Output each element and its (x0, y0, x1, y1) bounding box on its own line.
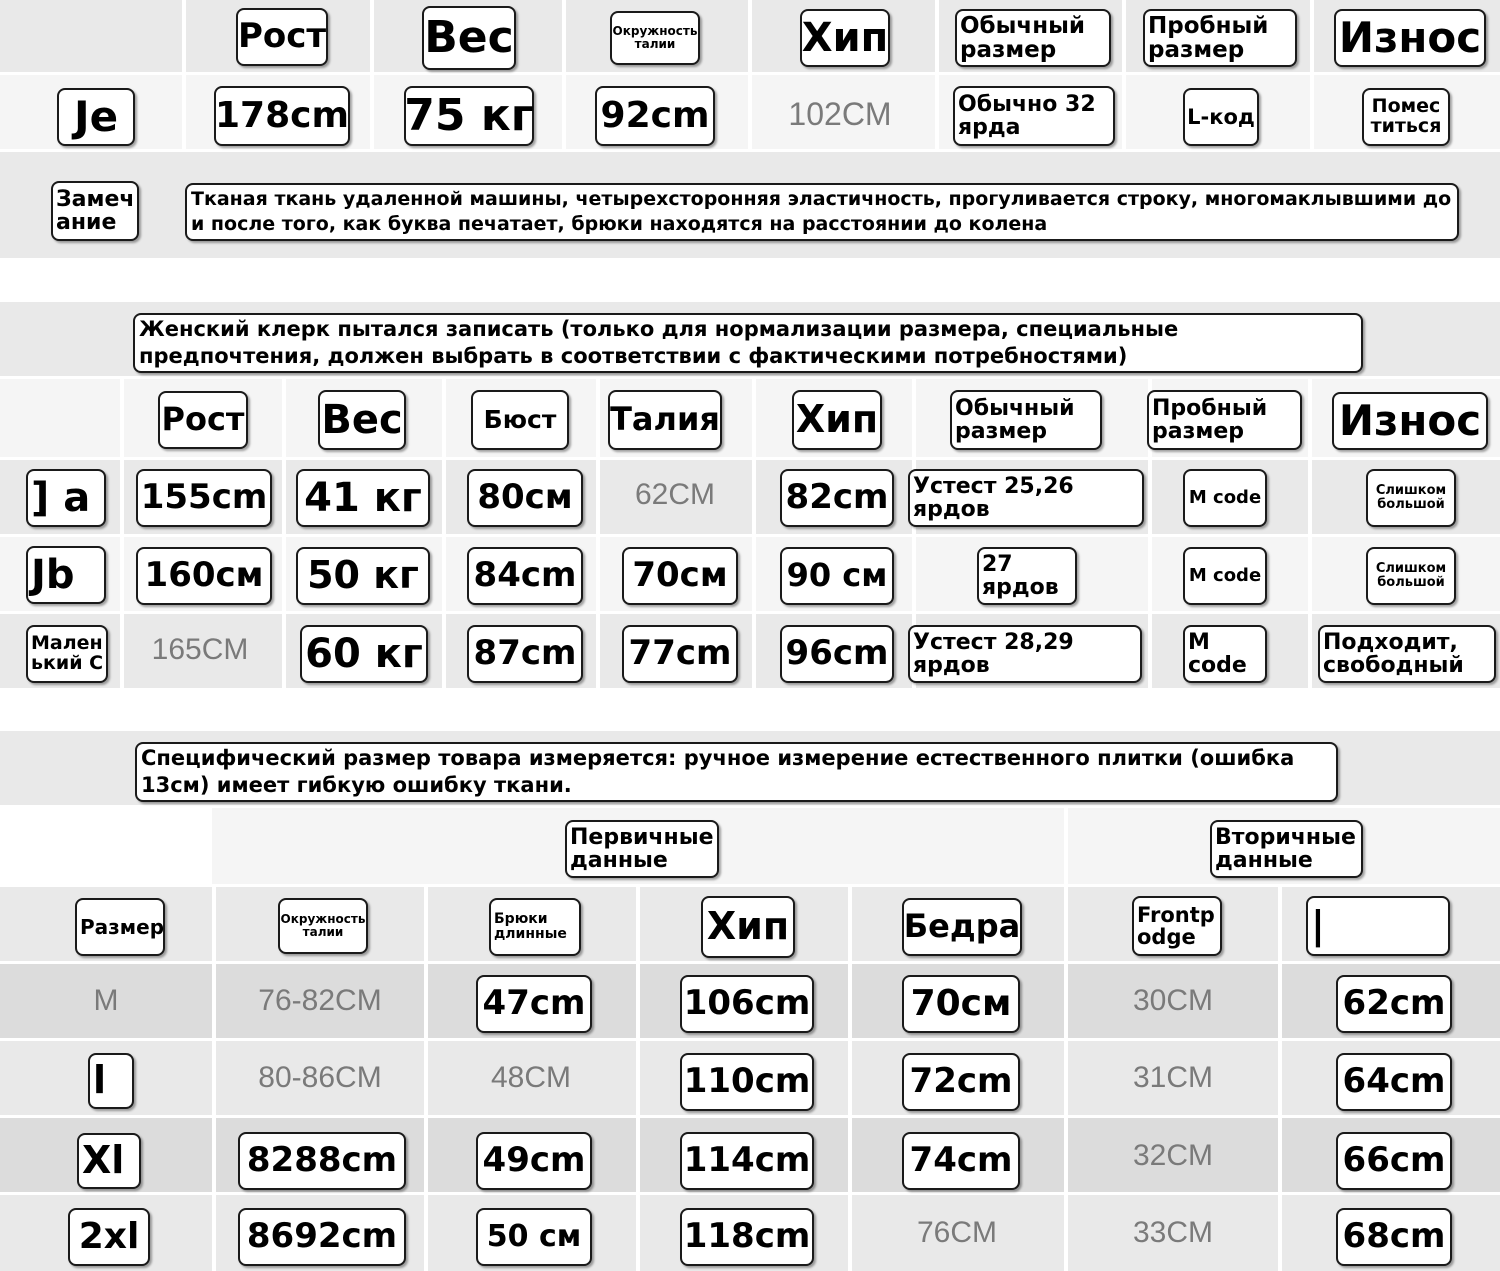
s2-row1-waist: 62CM (634, 478, 716, 511)
s2-header-waist: Талия (608, 390, 722, 450)
s3-header-frontpodge: Frontp odge (1132, 896, 1222, 956)
s3-row1-size: M (93, 984, 119, 1017)
s2-row1-wear: Слишком большой (1366, 469, 1456, 527)
s3-header-size: Размер (75, 898, 165, 956)
s2-header-bust: Бюст (471, 390, 569, 450)
s1-header-weight: Вес (422, 6, 516, 70)
s2-row3-wear: Подходит, свободный (1318, 625, 1496, 683)
s1-header-waist: Окружность талии (610, 11, 700, 65)
s2-row2-usual-size: 27 ярдов (977, 547, 1077, 605)
s2-row3-trial-size: M code (1183, 625, 1267, 683)
s1-header-trial-size: Пробный размер (1143, 9, 1297, 67)
s3-group-secondary: Вторичные данные (1210, 820, 1363, 878)
s3-row1-thigh: 70см (902, 975, 1020, 1033)
s3-row4-last: 68cm (1336, 1208, 1452, 1266)
s3-row2-thigh: 72cm (902, 1053, 1020, 1111)
s2-row3-weight: 60 кг (300, 625, 428, 683)
s1-row-height: 178cm (214, 86, 350, 146)
s3-row3-length: 49cm (476, 1132, 592, 1190)
s1-row-hip: 102CM (788, 95, 892, 132)
s3-row3-hip: 114cm (680, 1132, 814, 1190)
s3-row1-waist: 76-82CM (258, 984, 382, 1017)
s3-header-length: Брюки длинные (489, 898, 581, 956)
s3-header-hip: Хип (701, 896, 795, 958)
s2-row1-trial-size: M code (1183, 469, 1267, 527)
s2-row3-waist: 77cm (622, 625, 738, 683)
s2-row3-height: 165CM (151, 633, 249, 666)
s2-row1-label: ] a (26, 469, 106, 527)
s2-row2-height: 160см (136, 547, 272, 605)
s2-header-hip: Хип (792, 390, 882, 450)
s3-row2-front: 31CM (1132, 1061, 1214, 1094)
s3-row1-length: 47cm (476, 975, 592, 1033)
s2-title: Женский клерк пытался записать (только для нормализации размера, специальные предпочтения, должен выбрать в соответствии с фактическими потребностями) (133, 313, 1363, 373)
s1-header-wear: Износ (1334, 9, 1486, 67)
s1-header-hip: Хип (800, 9, 890, 67)
s3-row4-front: 33CM (1132, 1216, 1214, 1249)
s3-header-waist: Окружность талии (278, 898, 368, 954)
s2-row3-hip: 96cm (780, 625, 894, 683)
s2-header-usual-size: Обычный размер (950, 390, 1102, 450)
s2-row1-bust: 80см (467, 469, 583, 527)
s2-row1-hip: 82cm (780, 469, 894, 527)
s3-row3-last: 66cm (1336, 1132, 1452, 1190)
s2-header-height: Рост (158, 391, 248, 449)
s3-header-last: | (1306, 896, 1450, 956)
s3-title: Специфический размер товара измеряется: ручное измерение естественного плитки (ошибка 13см) имеет гибкую ошибку ткани. (135, 742, 1338, 802)
s3-row2-size: l (88, 1053, 134, 1109)
s3-row2-last: 64cm (1336, 1053, 1452, 1111)
s3-row3-front: 32CM (1132, 1139, 1214, 1172)
s3-row2-waist: 80-86CM (258, 1061, 382, 1094)
s3-row4-thigh: 76CM (916, 1216, 998, 1249)
s2-row2-label: Jb (26, 546, 106, 604)
s1-row-label: Je (57, 88, 135, 146)
s2-row2-trial-size: M code (1183, 547, 1267, 605)
s2-row2-wear: Слишком большой (1366, 547, 1456, 605)
s2-row3-usual-size: Устест 28,29 ярдов (908, 625, 1142, 683)
s2-row2-bust: 84cm (467, 547, 583, 605)
s3-row1-front: 30CM (1132, 984, 1214, 1017)
s2-header-weight: Вес (318, 390, 406, 450)
s2-row1-usual-size: Устест 25,26 ярдов (908, 469, 1144, 527)
s3-row2-hip: 110cm (680, 1053, 814, 1111)
s3-row1-hip: 106cm (680, 975, 814, 1033)
s3-row3-size: Xl (77, 1133, 141, 1189)
s1-row-usual-size: Обычно 32 ярда (953, 86, 1115, 146)
s1-row-waist: 92cm (595, 86, 715, 146)
s3-header-thigh: Бедра (902, 898, 1022, 956)
s3-row1-last: 62cm (1336, 975, 1452, 1033)
s3-row2-length: 48CM (490, 1061, 572, 1094)
s2-row3-bust: 87cm (467, 625, 583, 683)
s3-row4-waist: 8692cm (238, 1208, 406, 1266)
s2-header-trial-size: Пробный размер (1147, 390, 1302, 450)
s1-row-trial-size: L-код (1183, 88, 1259, 146)
s1-row-wear: Помес титься (1362, 88, 1450, 146)
s2-row1-weight: 41 кг (296, 469, 430, 527)
s3-row4-size: 2xl (68, 1208, 150, 1266)
s2-row2-weight: 50 кг (296, 547, 430, 605)
s2-row2-waist: 70см (622, 547, 738, 605)
s3-group-primary: Первичные данные (565, 820, 719, 878)
s2-row3-label: Мален ький C (26, 625, 108, 683)
s1-header-height: Рост (236, 8, 328, 66)
s3-row3-waist: 8288cm (238, 1132, 406, 1190)
s1-header-usual-size: Обычный размер (955, 9, 1111, 67)
s2-header-wear: Износ (1332, 392, 1488, 450)
s1-note-text: Тканая ткань удаленной машины, четырехсторонняя эластичность, прогуливается строку, многомаклывшими до и после того, как буква печатает, брюки находятся на расстоянии до колена (185, 183, 1459, 241)
s3-row4-length: 50 см (476, 1208, 592, 1266)
s3-row3-thigh: 74cm (902, 1132, 1020, 1190)
s2-row2-hip: 90 см (780, 547, 894, 605)
s2-row1-height: 155cm (136, 469, 272, 527)
s1-note-label: Замеч ание (51, 181, 139, 241)
s1-row-weight: 75 кг (404, 86, 534, 146)
s3-row4-hip: 118cm (680, 1208, 814, 1266)
